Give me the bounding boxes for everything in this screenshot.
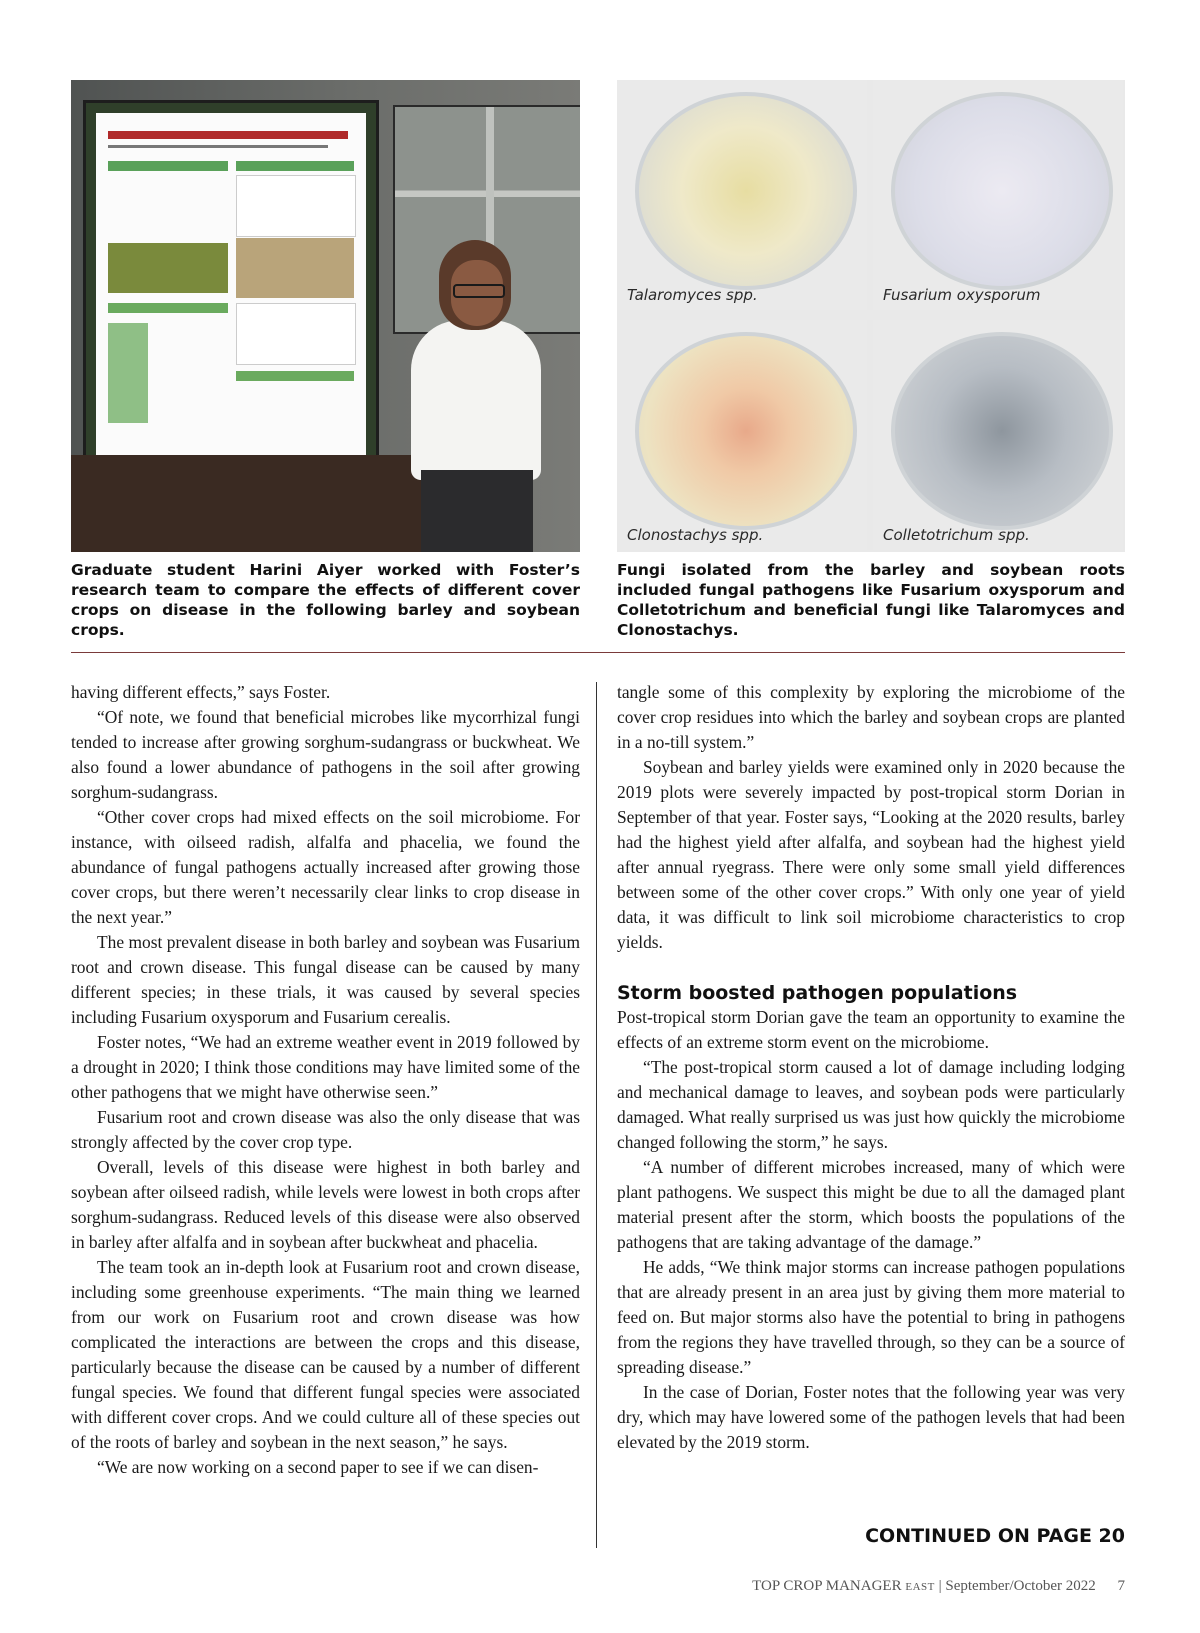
poster-flow <box>108 323 148 423</box>
poster-title-bar <box>108 131 348 139</box>
person-skirt <box>421 470 533 552</box>
poster-chart <box>236 303 356 365</box>
poster-board <box>83 100 379 514</box>
poster-section-header <box>108 161 228 171</box>
issue-date: | September/October 2022 <box>938 1578 1096 1594</box>
paragraph: Foster notes, “We had an extreme weather event in 2019 followed by a drought in 2020; I think those conditions may have limited some of the other pathogens that we might have otherwise seen.” <box>71 1032 580 1102</box>
paragraph: Post-tropical storm Dorian gave the team an opportunity to examine the effects of an extreme storm event on the microbiome. <box>617 1007 1125 1052</box>
photo-petri-dishes <box>617 80 1125 552</box>
paragraph: Soybean and barley yields were examined only in 2020 because the 2019 plots were severely impacted by post-tropical storm Dorian in September of that year. Foster says, “Looking at the 2020 results, barley had the highest yield after alfalfa, and soybean had the highest yield after annual ryegrass. There were only some small yield differences between some of the other cover crops.” With only one year of yield data, it was difficult to link soil microbiome characteristics to crop yields. <box>617 757 1125 952</box>
page-footer <box>752 1578 1125 1595</box>
research-poster <box>96 113 366 473</box>
paragraph: “We are now working on a second paper to see if we can disen- <box>97 1457 539 1477</box>
paragraph: “Of note, we found that beneficial microbes like mycorrhizal fungi tended to increase after growing sorghum-sudangrass or buckwheat. We also found a lower abundance of pathogens in the soil after growing sorghum-sudangrass. <box>71 707 580 802</box>
poster-photo <box>108 243 228 293</box>
photo-caption-left: Graduate student Harini Aiyer worked with Foster’s research team to compare the effects of different cover crops on disease in the following barley and soybean crops. <box>71 561 580 639</box>
petri-dish <box>891 92 1113 290</box>
paragraph: tangle some of this complexity by exploring the microbiome of the cover crop residues into which the barley and soybean crops are planted in a no-till system.” <box>617 682 1125 752</box>
paragraph: Fusarium root and crown disease was also the only disease that was strongly affected by the cover crop type. <box>71 1107 580 1152</box>
photo-student-poster <box>71 80 580 552</box>
poster-chart <box>236 175 356 237</box>
dish-panel-clonostachys <box>617 320 867 550</box>
paragraph: “A number of different microbes increased, many of which were plant pathogens. We suspect this might be due to all the damaged plant material present after the storm, which boosts the populations of the pathogens that are taking advantage of the damage.” <box>617 1157 1125 1252</box>
article-column-left <box>71 680 580 1480</box>
paragraph: He adds, “We think major storms can increase pathogen populations that are already present in an area just by giving them more material to feed on. But major storms also have the potential to bring in pathogens from the regions they have travelled through, so they can be a source of spreading disease.” <box>617 1257 1125 1377</box>
continued-notice: CONTINUED ON PAGE 20 <box>865 1525 1125 1547</box>
paragraph: The most prevalent disease in both barley and soybean was Fusarium root and crown disease. This fungal disease can be caused by many different species; in these trials, it was caused by several species including Fusarium oxysporum and Fusarium cerealis. <box>71 932 580 1027</box>
poster-authors-bar <box>108 145 328 148</box>
dish-label: Colletotrichum spp. <box>883 526 1030 544</box>
article-column-right <box>617 680 1125 1455</box>
paragraph: In the case of Dorian, Foster notes that the following year was very dry, which may have lowered some of the pathogen levels that had been elevated by the 2019 storm. <box>617 1382 1125 1452</box>
dish-panel-talaromyces <box>617 80 867 310</box>
person-blouse <box>411 320 541 480</box>
section-divider <box>71 652 1125 653</box>
photo-caption-right: Fungi isolated from the barley and soybean roots included fungal pathogens like Fusarium oxysporum and Colletotrichum and beneficial fungi like Talaromyces and Clonostachys. <box>617 561 1125 639</box>
poster-section-header <box>108 303 228 313</box>
paragraph: The team took an in-depth look at Fusarium root and crown disease, including some greenhouse experiments. “The main thing we learned from our work on Fusarium root and crown disease was how complicated the interactions are between the crops and this disease, particularly because the disease can be caused by a number of different fungal species. We found that different fungal species were associated with different cover crops. And we could culture all of these species out of the roots of barley and soybean in the next season,” he says. <box>71 1257 580 1452</box>
petri-dish <box>635 92 857 290</box>
paragraph: “Other cover crops had mixed effects on the soil microbiome. For instance, with oilseed radish, alfalfa and phacelia, we found the abundance of fungal pathogens actually increased after growing those cover crops, but there weren’t necessarily clear links to crop disease in the next year.” <box>71 807 580 927</box>
magazine-edition: EAST <box>905 1581 935 1593</box>
dish-panel-colletotrichum <box>873 320 1123 550</box>
glasses <box>453 284 505 298</box>
dish-label: Fusarium oxysporum <box>883 286 1041 304</box>
paragraph: “The post-tropical storm caused a lot of damage including lodging and mechanical damage to leaves, and soybean pods were particularly damaged. What really surprised us was just how quickly the microbiome changed following the storm,” he says. <box>617 1057 1125 1152</box>
dish-label: Clonostachys spp. <box>627 526 764 544</box>
page-number: 7 <box>1117 1578 1125 1594</box>
petri-dish <box>891 332 1113 530</box>
petri-dish <box>635 332 857 530</box>
dish-label: Talaromyces spp. <box>627 286 758 304</box>
paragraph: having different effects,” says Foster. <box>71 682 331 702</box>
paragraph: Overall, levels of this disease were highest in both barley and soybean after oilseed radish, while levels were lowest in both crops after sorghum-sudangrass. Reduced levels of this disease were also observed in barley after alfalfa and in soybean after buckwheat and phacelia. <box>71 1157 580 1252</box>
poster-section-header <box>236 371 354 381</box>
column-divider <box>596 682 597 1548</box>
section-subhead: Storm boosted pathogen populations <box>617 982 1018 1004</box>
dish-panel-fusarium <box>873 80 1123 310</box>
magazine-name: TOP CROP MANAGER <box>752 1578 902 1594</box>
poster-photo <box>236 238 354 298</box>
table <box>71 455 451 552</box>
poster-section-header <box>236 161 354 171</box>
